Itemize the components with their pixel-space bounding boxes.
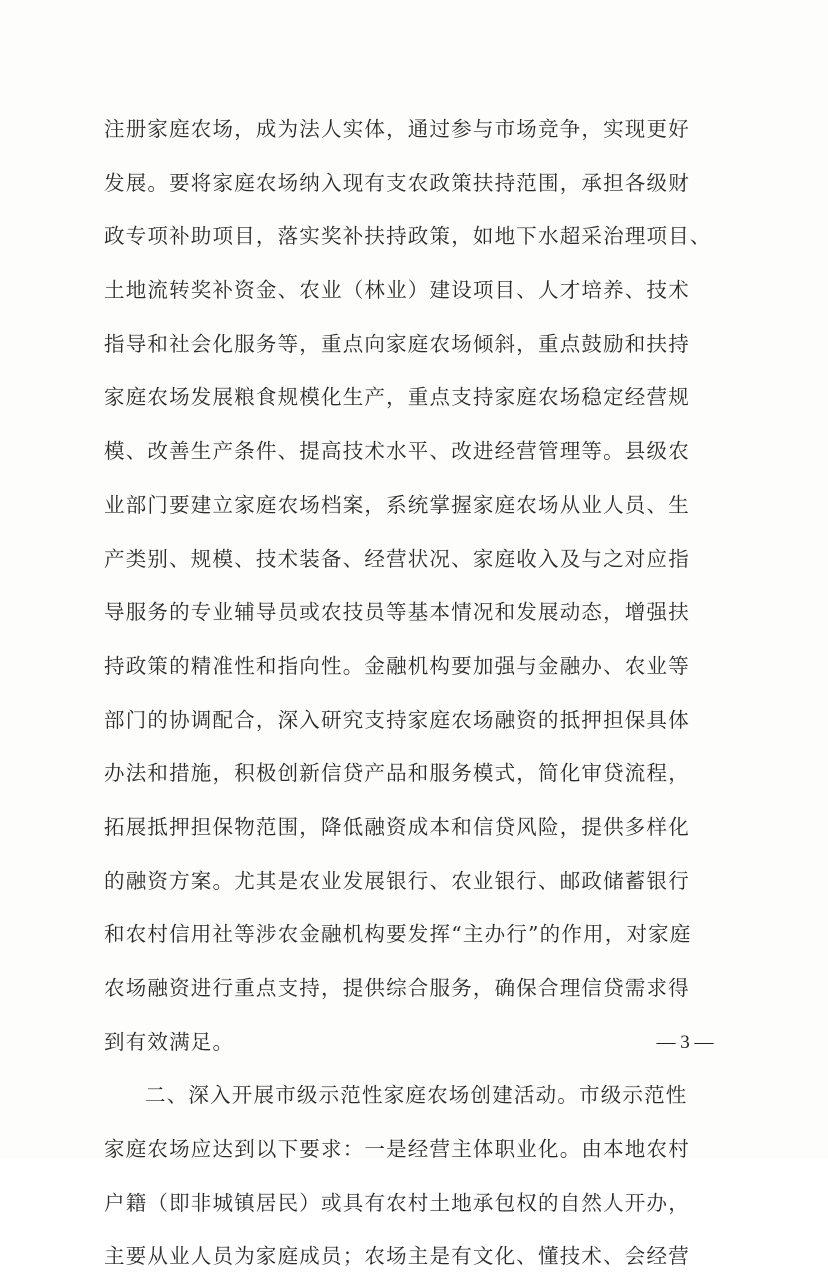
text-line: 和农村信用社等涉农金融机构要发挥“主办行”的作用，对家庭 bbox=[104, 922, 692, 947]
text-line: 产类别、规模、技术装备、经营状况、家庭收入及与之对应指 bbox=[104, 546, 690, 571]
text-line: 户籍（即非城镇居民）或具有农村土地承包权的自然人开办， bbox=[104, 1190, 690, 1215]
text-line: 发展。要将家庭农场纳入现有支农政策扶持范围，承担各级财 bbox=[104, 170, 690, 195]
text-line: 的融资方案。尤其是农业发展银行、农业银行、邮政储蓄银行 bbox=[104, 868, 690, 893]
text-line: 土地流转奖补资金、农业（林业）建设项目、人才培养、技术 bbox=[104, 278, 690, 303]
text-line: 业部门要建立家庭农场档案，系统掌握家庭农场从业人员、生 bbox=[104, 492, 690, 517]
text-line: 家庭农场发展粮食规模化生产，重点支持家庭农场稳定经营规 bbox=[104, 385, 690, 410]
text-line: 到有效满足。 bbox=[104, 1029, 235, 1054]
text-line: 拓展抵押担保物范围，降低融资成本和信贷风险，提供多样化 bbox=[104, 814, 690, 839]
text-line: 办法和措施，积极创新信贷产品和服务模式，简化审贷流程， bbox=[104, 761, 690, 786]
text-line: 指导和社会化服务等，重点向家庭农场倾斜，重点鼓励和扶持 bbox=[104, 331, 690, 356]
text-line: 模、改善生产条件、提高技术水平、改进经营管理等。县级农 bbox=[104, 439, 690, 464]
text-line: 注册家庭农场，成为法人实体，通过参与市场竞争，实现更好 bbox=[104, 117, 690, 141]
text-line: 家庭农场应达到以下要求：一是经营主体职业化。由本地农村 bbox=[104, 1137, 690, 1162]
page-number: — 3 — bbox=[656, 1032, 714, 1053]
text-line: 导服务的专业辅导员或农技员等基本情况和发展动态，增强扶 bbox=[104, 600, 690, 625]
section-heading-line: 二、深入开展市级示范性家庭农场创建活动。市级示范性 bbox=[145, 1083, 688, 1108]
body-text bbox=[104, 103, 744, 1284]
text-line: 部门的协调配合，深入研究支持家庭农场融资的抵押担保具体 bbox=[104, 707, 690, 732]
text-line: 持政策的精准性和指向性。金融机构要加强与金融办、农业等 bbox=[104, 653, 690, 678]
text-line: 主要从业人员为家庭成员；农场主是有文化、懂技术、会经营 bbox=[104, 1244, 690, 1269]
text-line: 农场融资进行重点支持，提供综合服务，确保合理信贷需求得 bbox=[104, 976, 690, 1000]
text-line: 政专项补助项目，落实奖补扶持政策，如地下水超采治理项目、 bbox=[104, 224, 712, 249]
